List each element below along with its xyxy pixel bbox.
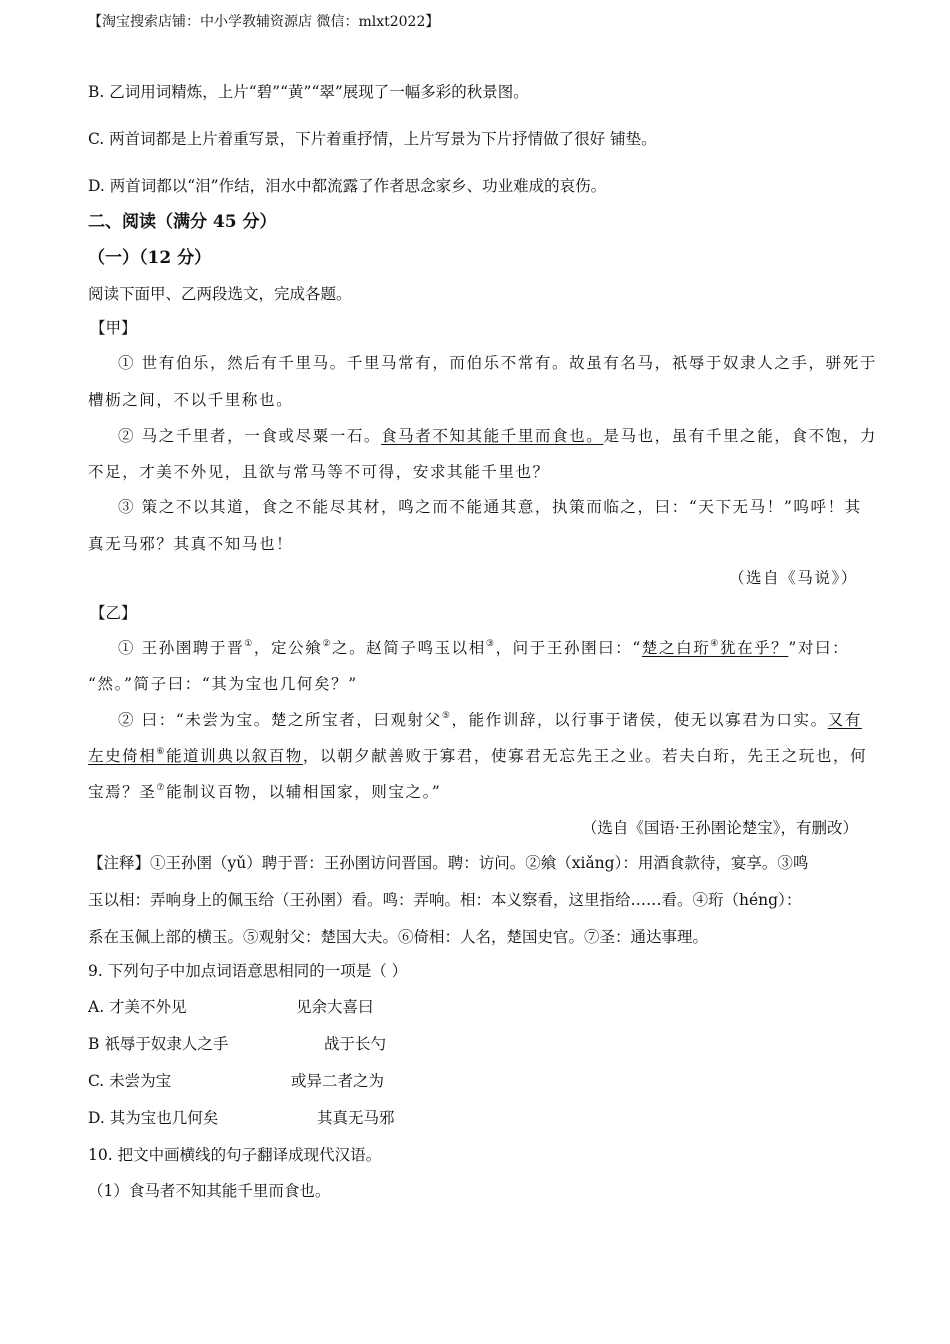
q9-d-left: D. 其为宝也几何矣 [88, 1109, 219, 1127]
note-ref-2: ② [322, 639, 332, 649]
yi-p2c-1: 宝焉？圣 [88, 783, 157, 801]
yi-p1a-3: 之。赵简子鸣玉以相 [331, 639, 486, 657]
yi-underline-1 [642, 639, 788, 657]
yi-underline-1a: 楚之白珩 [641, 639, 711, 657]
yi-p2a-2: ，能作训辞，以行事于诸侯，使无以寡君为口实。 [451, 711, 828, 729]
q10-sentence-1: （1）食马者不知其能千里而食也。 [88, 1182, 331, 1200]
q9-d-right: 其真无马邪 [317, 1109, 395, 1127]
notes-line-1: 【注释】①王孙圉（yǔ）聘于晋：王孙圉访问晋国。聘：访问。②飨（xiǎng）：用酒食款待，宴享。③鸣 [88, 854, 809, 872]
yi-p2b [88, 746, 867, 766]
note-ref-1: ① [244, 639, 254, 649]
yi-p1a-1: ① 王孙圉聘于晋 [118, 639, 245, 657]
notes-line-2: 玉以相：弄响身上的佩玉给（王孙圉）看。鸣：弄响。相：本义察看，这里指给……看。④珩（héng）： [88, 891, 802, 909]
yi-underline-2b [88, 747, 303, 765]
jia-p2a [118, 426, 877, 446]
jia-source: （选自《马说》） [728, 569, 858, 587]
yi-p2c-2: 能制议百物，以辅相国家，则宝之。” [166, 783, 442, 801]
jia-p2a-pre: ② 马之千里者，一食或尽粟一石。 [118, 427, 382, 445]
jia-p1b: 槽枥之间，不以千里称也。 [88, 391, 294, 409]
jia-p3a: ③ 策之不以其道，食之不能尽其材，鸣之而不能通其意，执策而临之，曰：“天下无马！”呜呼！其 [118, 498, 862, 516]
yi-p1a-4: ，问于王孙圉曰：“ [495, 639, 642, 657]
option-c: C. 两首词都是上片着重写景，下片着重抒情，上片写景为下片抒情做了很好 铺垫。 [88, 130, 657, 148]
yi-p1a-5: ”对曰： [788, 639, 850, 657]
notes-line-3: 系在玉佩上部的横玉。⑤观射父：楚国大夫。⑥倚相：人名，楚国史官。⑦圣：通达事理。 [88, 928, 709, 946]
yi-p1b: “然。”简子曰：“其为宝也几何矣？” [88, 675, 358, 693]
yi-label: 【乙】 [90, 604, 137, 622]
instruction: 阅读下面甲、乙两段选文，完成各题。 [88, 285, 352, 303]
jia-label: 【甲】 [90, 319, 137, 337]
q9-c-right: 或异二者之为 [291, 1072, 385, 1090]
yi-p2a [118, 710, 862, 730]
section-sub: （一）（12 分） [88, 248, 212, 268]
shop-header: 【淘宝搜索店铺：中小学教辅资源店 微信：mlxt2022】 [88, 14, 440, 30]
yi-underline-2b-1: 左史倚相 [88, 747, 157, 765]
q9-b-left: B 祇辱于奴隶人之手 [88, 1035, 229, 1053]
yi-p2c [88, 782, 441, 802]
option-b: B. 乙词用词精炼，上片“碧”“黄”“翠”展现了一幅多彩的秋景图。 [88, 83, 529, 101]
note-ref-5: ⑤ [441, 711, 452, 721]
yi-underline-2a: 又有 [827, 711, 862, 729]
jia-p1a: ① 世有伯乐，然后有千里马。千里马常有，而伯乐不常有。故虽有名马，祇辱于奴隶人之手，骈死于 [118, 354, 877, 372]
yi-underline-2b-2: 能道训典以叙百物 [166, 747, 303, 765]
jia-p3b: 真无马邪？其真不知马也！ [88, 535, 294, 553]
note-ref-3: ③ [485, 639, 496, 649]
yi-p1a-2: ，定公飨 [253, 639, 323, 657]
option-d: D. 两首词都以“泪”作结，泪水中都流露了作者思念家乡、功业难成的哀伤。 [88, 177, 607, 195]
section-title: 二、阅读（满分 45 分） [88, 212, 277, 232]
yi-p2b-rest: ，以朝夕献善败于寡君，使寡君无忘先王之业。若夫白珩，先王之玩也，何 [302, 747, 868, 765]
q9-b-right: 战于长勺 [324, 1035, 387, 1053]
q9-stem: 9. 下列句子中加点词语意思相同的一项是（ ） [88, 962, 408, 980]
yi-p1a [118, 638, 849, 658]
q9-a-left: A. 才美不外见 [88, 998, 187, 1016]
note-ref-6: ⑥ [156, 747, 167, 757]
jia-p2a-post: 是马也，虽有千里之能，食不饱，力 [603, 427, 877, 445]
note-ref-4: ④ [710, 639, 720, 649]
jia-p2b: 不足，才美不外见，且欲与常马等不可得，安求其能千里也？ [88, 463, 550, 481]
jia-underlined-sentence: 食马者不知其能千里而食也。 [381, 427, 604, 445]
yi-source: （选自《国语·王孙圉论楚宝》，有删改） [581, 819, 858, 837]
yi-p2a-1: ② 曰：“未尝为宝。楚之所宝者，曰观射父 [118, 711, 442, 729]
q9-a-right: 见余大喜曰 [296, 998, 374, 1016]
note-ref-7: ⑦ [156, 783, 167, 793]
yi-underline-1b: 犹在乎？ [719, 639, 789, 657]
q10-stem: 10. 把文中画横线的句子翻译成现代汉语。 [88, 1146, 382, 1164]
q9-c-left: C. 未尝为宝 [88, 1072, 172, 1090]
